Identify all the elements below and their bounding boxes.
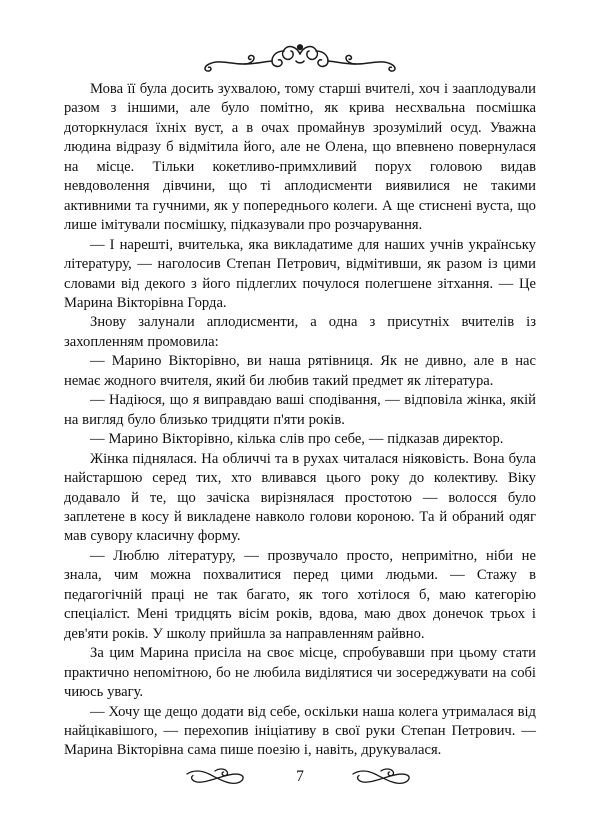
paragraph: — Хочу ще дещо додати від себе, оскільки наша колега утрималася від найцікавішого, — перехопив ініціативу в свої руки Степан Петрович. — Марина Вікторівна сама пише поезію і, навіть, друкувалася.: [64, 703, 536, 759]
page-footer: [0, 757, 600, 797]
footer-flourish-right-icon: [351, 765, 415, 789]
header-ornament: [0, 42, 600, 76]
ornament-dot: [297, 44, 303, 50]
paragraph: Жінка піднялася. На обличчі та в рухах читалася ніяковість. Вона була найстаршою серед тих, хто вливався цього року до колективу. Віку додавало й те, що зачіска вирізнялася простотою — волосся було заплетене в косу й викладене навколо голови короною. Та й обраний одяг мав сувору класичну форму.: [64, 450, 536, 545]
paragraph: Мова її була досить зухвалою, тому старші вчителі, хоч і зааплодували разом з іншими, але було помітно, як крива несхвальна посмішка доторкнулася їхніх вуст, а в очах промайнув зрозумілий осуд. Уважна людина відразу б відмітила його, але не Олена, що впевнено повернулася на місце. Тільки кокетливо-примхливий порух головою видав невдоволення дівчини, що ті аплодисменти виявилися не такими активними та гучними, як у попереднього колеги. А ще стиснені вуста, що лише імітували посмішку, підказували про розчарування.: [64, 81, 536, 234]
paragraph: — І нарешті, вчителька, яка викладатиме для наших учнів українську літературу, — наголосив Степан Петрович, відмітивши, як разом із цими словами від декого з його підлеглих почулося полегшене зітхання. — Це Марина Вікторівна Горда.: [64, 236, 536, 311]
paragraph: — Марино Вікторівно, ви наша рятівниця. Як не дивно, але в нас немає жодного вчителя, який би любив такий предмет як література.: [64, 353, 536, 389]
paragraph: За цим Марина присіла на своє місце, спробувавши при цьому стати практично непомітною, бо не любила виділятися чи зосереджувати на собі чиюсь увагу.: [64, 645, 536, 701]
paragraph: — Марино Вікторівно, кілька слів про себе, — підказав директор.: [90, 431, 504, 448]
paragraph: — Надіюся, що я виправдаю ваші сподівання, — відповіла жінка, якій на вигляд було близько тридцяти п'яти років.: [64, 392, 536, 428]
paragraph: — Люблю літературу, — прозвучало просто, непримітно, ніби не знала, чим можна похвалитися перед цими людьми. — Стажу в педагогічній праці не так багато, як того хотілося б, маю категорію спеціаліст. Мені тридцять вісім років, вдова, маю двох донечок трьох і дев'яти років. У школу прийшла за направленням райвно.: [64, 547, 536, 642]
paragraph: Знову залунали аплодисменти, а одна з присутніх вчителів із захопленням промовила:: [64, 314, 536, 350]
page-text-body: [64, 80, 536, 761]
scroll-flourish-with-dot-icon: [192, 42, 408, 76]
page-number: 7: [296, 768, 304, 786]
footer-flourish-left-icon: [185, 765, 249, 789]
